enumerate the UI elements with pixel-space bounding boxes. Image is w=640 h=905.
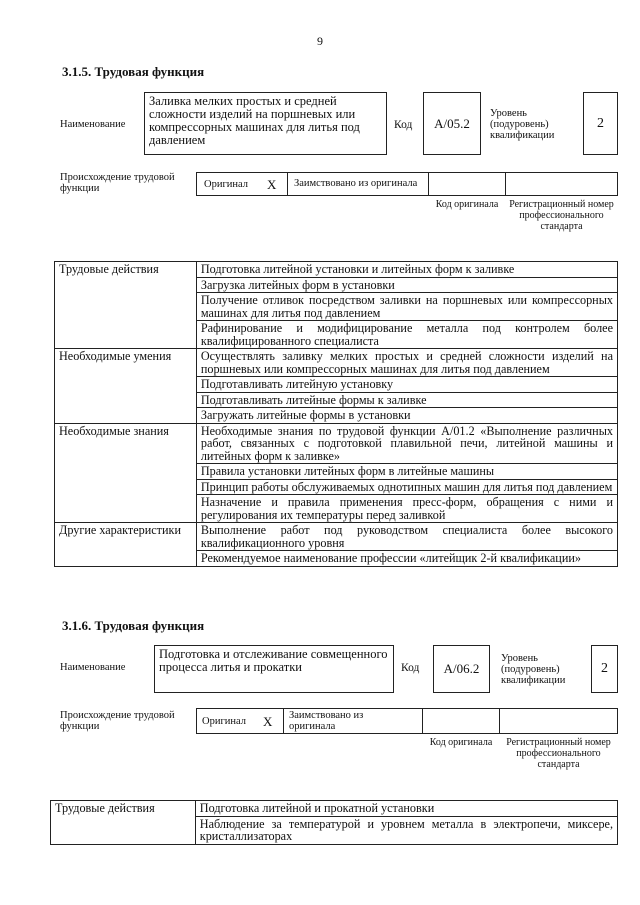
level-label-315: Уровень (подуровень) квалификации	[490, 108, 555, 141]
table-cell: Загружать литейные формы в установки	[196, 408, 617, 424]
table-row	[51, 801, 618, 817]
table-row	[55, 349, 618, 377]
category-cell: Трудовые действия	[51, 801, 196, 845]
category-cell: Необходимые умения	[55, 349, 197, 424]
table-cell: Принцип работы обслуживаемых однотипных машин для литья под давлением	[196, 479, 617, 495]
table-cell: Рафинирование и модифицирование металла под контролем более квалифицированного специалиста	[196, 321, 617, 349]
original-cell-315	[196, 172, 288, 196]
section-title-316: 3.1.6. Трудовая функция	[62, 618, 205, 633]
reg-number-caption-315: Регистрационный номер профессионального стандарта	[509, 199, 614, 232]
original-label-315: Оригинал	[204, 179, 248, 190]
code-label-316: Код	[401, 662, 420, 674]
table-row	[55, 523, 618, 551]
name-label-316: Наименование	[60, 662, 126, 673]
borrowed-cell-315	[287, 172, 429, 196]
code-original-cell-315	[428, 172, 506, 196]
reg-number-caption-316: Регистрационный номер профессионального стандарта	[506, 737, 611, 770]
table-cell: Загрузка литейных форм в установки	[196, 277, 617, 293]
code-original-cell-316	[422, 708, 500, 734]
origin-label-316: Происхождение трудовой функции	[60, 710, 175, 732]
borrowed-cell-316	[283, 708, 423, 734]
table-cell: Подготовка литейной установки и литейных форм к заливке	[196, 262, 617, 278]
table-cell: Выполнение работ под руководством специалиста более высокого квалификационного уровня	[196, 523, 617, 551]
table-cell: Получение отливок посредством заливки на поршневых или компрессорных машинах для литья под давлением	[196, 293, 617, 321]
category-cell: Необходимые знания	[55, 423, 197, 523]
origin-label-315: Происхождение трудовой функции	[60, 172, 175, 194]
table-cell: Подготавливать литейную установку	[196, 377, 617, 393]
original-label-316: Оригинал	[202, 716, 246, 727]
table-cell: Рекомендуемое наименование профессии «литейщик 2-й квалификации»	[196, 551, 617, 567]
level-value-316: 2	[591, 645, 618, 693]
table-cell: Осуществлять заливку мелких простых и средней сложности изделий на поршневых или компрессорных машинах для литья под давлением	[196, 349, 617, 377]
code-value-316: А/06.2	[433, 645, 490, 693]
level-value-315: 2	[583, 92, 618, 155]
functions-table-316	[50, 800, 618, 845]
table-cell: Правила установки литейных форм в литейные машины	[196, 464, 617, 480]
code-label-315: Код	[394, 119, 413, 131]
name-value-315: Заливка мелких простых и средней сложности изделий на поршневых или компрессорных машинах для литья под давлением	[144, 92, 387, 155]
functions-table-315	[54, 261, 618, 567]
reg-number-cell-315	[505, 172, 618, 196]
name-value-316: Подготовка и отслеживание совмещенного процесса литья и прокатки	[154, 645, 394, 693]
original-mark-316: X	[263, 714, 273, 729]
category-cell: Другие характеристики	[55, 523, 197, 567]
reg-number-cell-316	[499, 708, 618, 734]
table-cell: Назначение и правила применения пресс-форм, обращения с ними и регулирования их температуры перед заливкой	[196, 495, 617, 523]
code-original-caption-315: Код оригинала	[435, 199, 499, 210]
table-cell: Наблюдение за температурой и уровнем металла в электропечи, миксере, кристаллизаторах	[195, 816, 617, 844]
table-cell: Подготовка литейной и прокатной установки	[195, 801, 617, 817]
code-value-315: А/05.2	[423, 92, 481, 155]
borrowed-label-316: Заимствовано из оригинала	[289, 710, 364, 732]
table-row	[55, 423, 618, 464]
section-title-315: 3.1.5. Трудовая функция	[62, 64, 205, 79]
page-number: 9	[317, 34, 323, 48]
code-original-caption-316: Код оригинала	[429, 737, 493, 748]
table-row	[55, 262, 618, 278]
table-cell: Необходимые знания по трудовой функции А/01.2 «Выполнение различных работ, связанных с подготовкой плавильной печи, литейной машины и литейных форм к заливке»	[196, 423, 617, 464]
original-mark-315: X	[267, 177, 277, 192]
borrowed-label-315: Заимствовано из оригинала	[294, 178, 418, 189]
level-label-316: Уровень (подуровень) квалификации	[501, 653, 566, 686]
name-label-315: Наименование	[60, 119, 126, 130]
original-cell-316	[196, 708, 284, 734]
category-cell: Трудовые действия	[55, 262, 197, 349]
table-cell: Подготавливать литейные формы к заливке	[196, 392, 617, 408]
